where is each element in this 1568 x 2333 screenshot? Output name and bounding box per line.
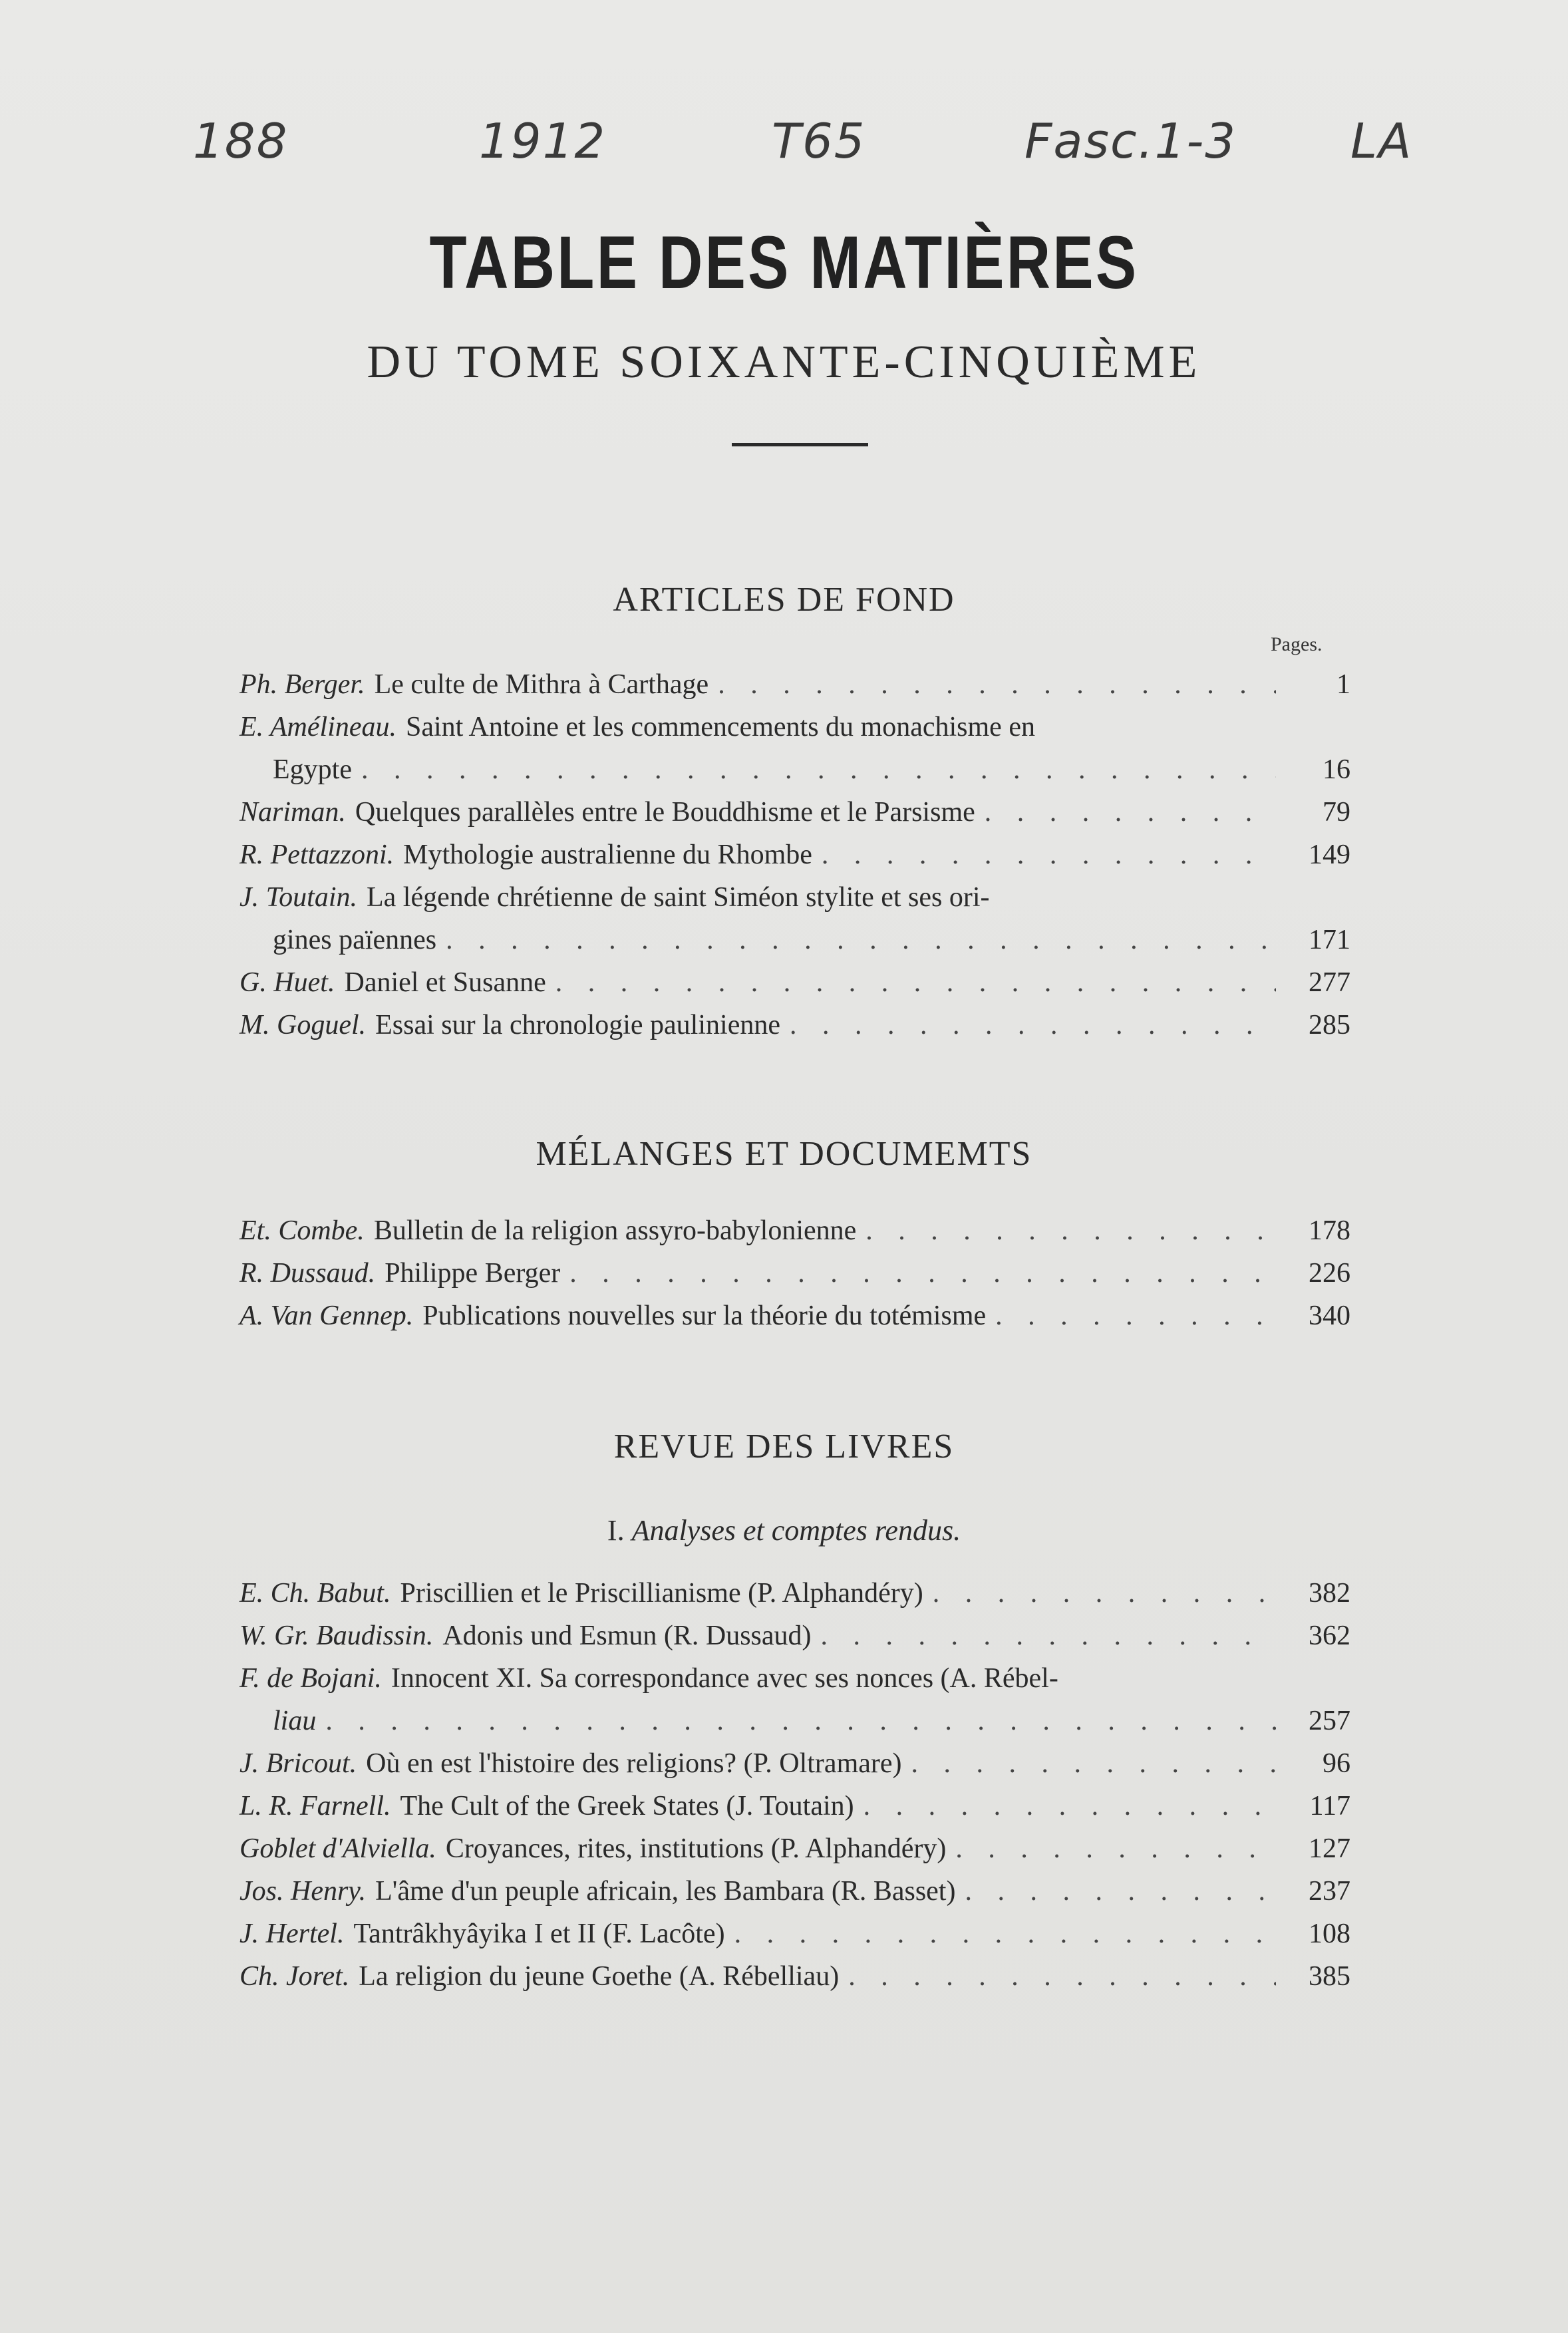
toc-entry: [239, 663, 1350, 706]
leader-dots: [361, 748, 1276, 791]
toc-entry: [239, 876, 1350, 961]
toc-entry: [239, 1827, 1350, 1870]
entry-author: M. Goguel.: [239, 1010, 367, 1040]
entry-page: 1: [1336, 669, 1350, 700]
entry-author: J. Hertel.: [239, 1919, 345, 1949]
entry-author: E. Amélineau.: [239, 712, 397, 742]
leader-dots: [325, 1700, 1276, 1742]
entry-page: 178: [1309, 1215, 1350, 1246]
entry-page: 257: [1309, 1706, 1350, 1736]
leader-dots: [555, 961, 1276, 1004]
toc-entry: [239, 1295, 1350, 1337]
page-subtitle: DU TOME SOIXANTE-CINQUIÈME: [367, 337, 1201, 388]
toc-entry: [239, 1004, 1350, 1046]
entry-author: F. de Bojani.: [239, 1663, 382, 1694]
entry-author: Ch. Joret.: [239, 1961, 350, 1992]
entry-author: Goblet d'Alviella.: [239, 1833, 436, 1864]
toc-entry: [239, 1870, 1350, 1913]
entry-page: 382: [1309, 1578, 1350, 1609]
entry-author: Et. Combe.: [239, 1215, 365, 1246]
entry-author: Jos. Henry.: [239, 1876, 367, 1907]
entry-title: Tantrâkhyâyika I et II (F. Lacôte): [353, 1919, 725, 1949]
pages-column-label: Pages.: [1271, 633, 1323, 655]
entry-title: L'âme d'un peuple africain, les Bambara (R. Basset): [375, 1876, 956, 1907]
toc-entry: [239, 1955, 1350, 1998]
entry-page: 16: [1323, 754, 1350, 785]
title-divider: [732, 443, 868, 446]
toc-entry: [239, 706, 1350, 791]
handwritten-note: T65: [772, 113, 866, 169]
handwritten-note: LA: [1350, 113, 1413, 169]
entry-title-continued: liau: [273, 1706, 317, 1736]
leader-dots: [933, 1572, 1276, 1615]
entry-author: R. Dussaud.: [239, 1258, 376, 1289]
toc-entry: [239, 1252, 1350, 1295]
entry-author: Ph. Berger.: [239, 669, 365, 700]
subsection-number: I.: [607, 1514, 625, 1547]
entry-page: 171: [1309, 925, 1350, 955]
entry-author: R. Pettazzoni.: [239, 840, 394, 870]
leader-dots: [569, 1252, 1276, 1295]
section-heading-revue: REVUE DES LIVRES: [613, 1428, 955, 1466]
entry-title: Où en est l'histoire des religions? (P. Oltramare): [366, 1748, 902, 1779]
handwritten-note: Fasc.1-3: [1024, 113, 1237, 169]
toc-entry: [239, 1742, 1350, 1785]
entry-title: Quelques parallèles entre le Bouddhisme et le Parsisme: [355, 797, 975, 828]
section-heading-melanges: MÉLANGES ET DOCUMEMTS: [536, 1135, 1032, 1173]
entry-page: 385: [1309, 1961, 1350, 1992]
entry-title: Saint Antoine et les commencements du monachisme en: [406, 712, 1035, 742]
entry-title: La religion du jeune Goethe (A. Rébelliau): [359, 1961, 840, 1992]
entry-title: Adonis und Esmun (R. Dussaud): [442, 1621, 812, 1651]
toc-entry: [239, 1785, 1350, 1827]
entry-page: 226: [1309, 1258, 1350, 1289]
entry-author: G. Huet.: [239, 967, 335, 998]
entry-page: 127: [1309, 1833, 1350, 1864]
entry-author: Nariman.: [239, 797, 346, 828]
leader-dots: [985, 791, 1276, 834]
entry-author: W. Gr. Baudissin.: [239, 1621, 434, 1651]
entry-title: Philippe Berger: [385, 1258, 561, 1289]
leader-dots: [863, 1785, 1276, 1827]
leader-dots: [995, 1295, 1276, 1337]
leader-dots: [865, 1209, 1276, 1252]
entry-page: 149: [1309, 840, 1350, 870]
section-heading-articles: ARTICLES DE FOND: [613, 581, 955, 619]
entry-page: 96: [1323, 1748, 1350, 1779]
entry-page: 277: [1309, 967, 1350, 998]
toc-entry: [239, 1615, 1350, 1657]
entry-title: Daniel et Susanne: [344, 967, 546, 998]
entry-title: Innocent XI. Sa correspondance avec ses nonces (A. Rébel-: [391, 1663, 1058, 1694]
entry-page: 237: [1309, 1876, 1350, 1907]
entry-title: Priscillien et le Priscillianisme (P. Alphandéry): [400, 1578, 923, 1609]
leader-dots: [822, 834, 1276, 876]
toc-entry: [239, 1913, 1350, 1955]
toc-entry: [239, 1572, 1350, 1615]
entry-title: Essai sur la chronologie paulinienne: [375, 1010, 780, 1040]
leader-dots: [848, 1955, 1276, 1998]
toc-entry: [239, 1657, 1350, 1742]
entry-page: 362: [1309, 1621, 1350, 1651]
entry-page: 108: [1309, 1919, 1350, 1949]
handwritten-note: 188: [193, 113, 289, 169]
handwritten-note: 1912: [479, 113, 607, 169]
entry-page: 79: [1323, 797, 1350, 828]
toc-entry: [239, 834, 1350, 876]
subsection-title: Analyses et comptes rendus.: [631, 1514, 961, 1547]
toc-entry: [239, 1209, 1350, 1252]
toc-entry: [239, 791, 1350, 834]
leader-dots: [718, 663, 1276, 706]
leader-dots: [955, 1827, 1276, 1870]
toc-entry: [239, 961, 1350, 1004]
entry-title: The Cult of the Greek States (J. Toutain): [400, 1791, 854, 1821]
entry-page: 285: [1309, 1010, 1350, 1040]
entry-title: Mythologie australienne du Rhombe: [403, 840, 812, 870]
entry-author: A. Van Gennep.: [239, 1301, 414, 1331]
entry-author: L. R. Farnell.: [239, 1791, 391, 1821]
entry-title-continued: gines païennes: [273, 925, 437, 955]
entry-title-continued: Egypte: [273, 754, 352, 785]
subsection-heading: [0, 1513, 1568, 1547]
leader-dots: [446, 919, 1276, 961]
entry-title: Publications nouvelles sur la théorie du totémisme: [422, 1301, 987, 1331]
leader-dots: [821, 1615, 1276, 1657]
entry-author: J. Toutain.: [239, 882, 357, 913]
leader-dots: [911, 1742, 1277, 1785]
leader-dots: [965, 1870, 1276, 1913]
entry-page: 117: [1309, 1791, 1350, 1821]
entry-title: La légende chrétienne de saint Siméon stylite et ses ori-: [366, 882, 990, 913]
leader-dots: [734, 1913, 1276, 1955]
entry-author: J. Bricout.: [239, 1748, 357, 1779]
entry-title: Bulletin de la religion assyro-babylonienne: [373, 1215, 857, 1246]
entry-author: E. Ch. Babut.: [239, 1578, 391, 1609]
entry-title: Croyances, rites, institutions (P. Alphandéry): [445, 1833, 947, 1864]
leader-dots: [790, 1004, 1276, 1046]
entry-title: Le culte de Mithra à Carthage: [374, 669, 709, 700]
page-title: TABLE DES MATIÈRES: [429, 221, 1139, 304]
entry-page: 340: [1309, 1301, 1350, 1331]
